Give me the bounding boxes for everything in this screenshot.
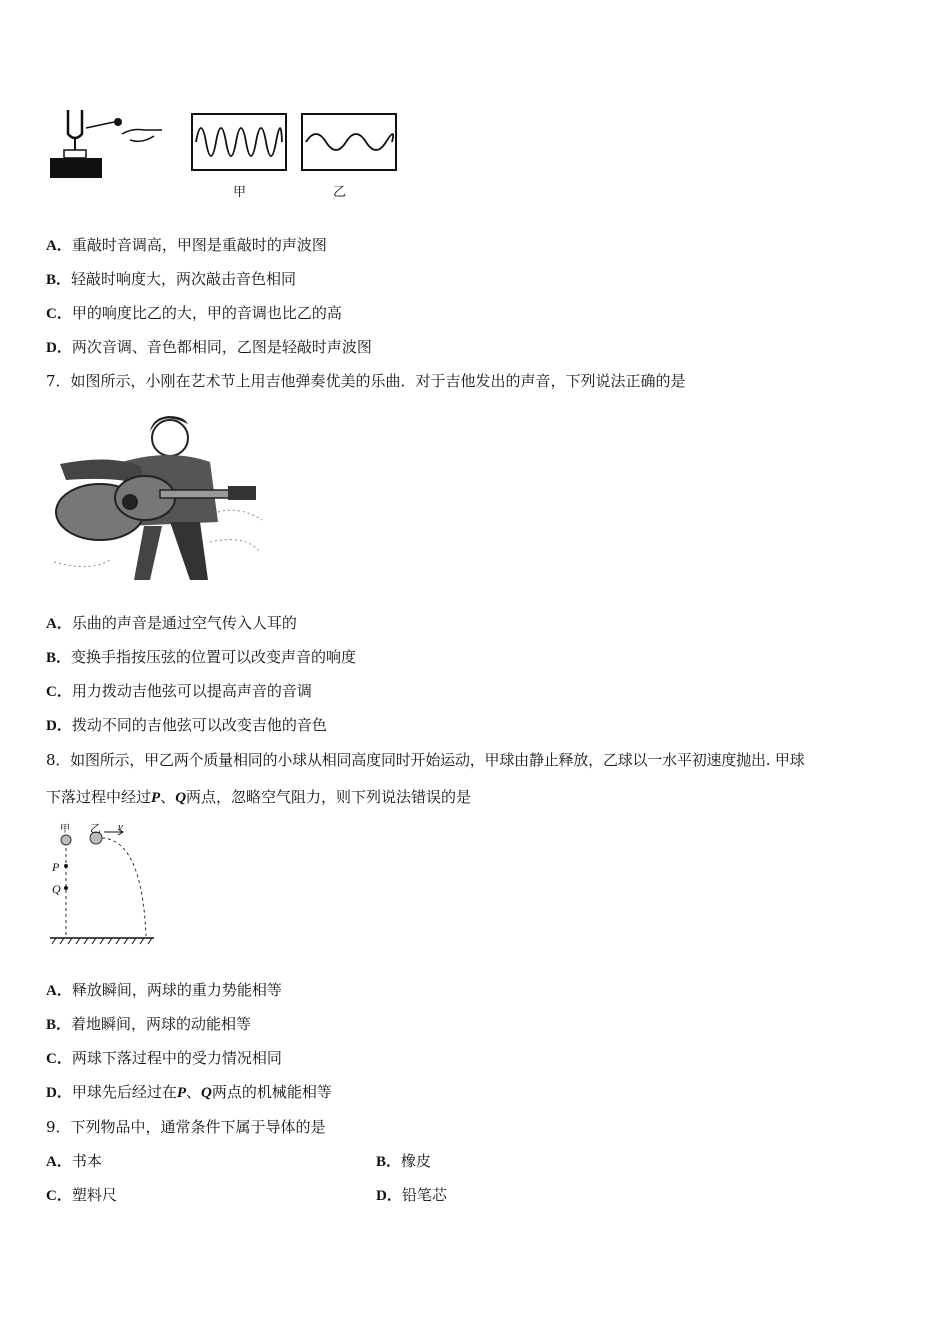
q7-option-c[interactable]	[46, 681, 312, 702]
separator: 、	[186, 1083, 202, 1101]
option-label: B．	[46, 272, 72, 288]
q8-option-b[interactable]	[46, 1014, 251, 1035]
q6-option-a[interactable]	[46, 235, 327, 256]
fig-label-q: Q	[52, 882, 61, 896]
option-label: A．	[46, 1154, 72, 1170]
q8-stem-line2	[46, 787, 471, 808]
option-label: C．	[46, 1188, 72, 1204]
q9-stem: 9．下列物品中，通常条件下属于导体的是	[46, 1118, 326, 1136]
option-text: 橡皮	[401, 1152, 432, 1170]
option-text: 书本	[71, 1152, 102, 1170]
q9-option-b[interactable]	[376, 1151, 431, 1172]
option-label: D．	[376, 1188, 402, 1204]
option-text: 着地瞬间，两球的动能相等	[71, 1015, 252, 1033]
fig-label-yi: 乙	[90, 822, 101, 835]
option-label: D．	[46, 1085, 72, 1101]
option-label: B．	[46, 1017, 72, 1033]
option-text: 甲的响度比乙的大，甲的音调也比乙的高	[71, 304, 342, 322]
q7-stem: 7．如图所示，小刚在艺术节上用吉他弹奏优美的乐曲．对于吉他发出的声音，下列说法正确的是	[46, 372, 686, 390]
q8-stem-line1: 8．如图所示，甲乙两个质量相同的小球从相同高度同时开始运动，甲球由静止释放，乙球以一水平初速度抛出. 甲球	[46, 751, 805, 769]
option-label: C．	[46, 1051, 72, 1067]
q6-option-b[interactable]	[46, 269, 296, 290]
guitar-player-illustration	[50, 402, 270, 582]
q8-option-c[interactable]	[46, 1048, 282, 1069]
option-text: 塑料尺	[71, 1186, 117, 1204]
projectile-figure	[46, 818, 166, 948]
option-label: B．	[46, 650, 72, 666]
waveform-yi	[302, 114, 396, 170]
option-text: 用力拨动吉他弦可以提高声音的音调	[71, 682, 312, 700]
option-label: C．	[46, 684, 72, 700]
waveform-jia	[192, 114, 286, 170]
option-text: 释放瞬间，两球的重力势能相等	[71, 981, 282, 999]
q7-option-d[interactable]	[46, 715, 327, 736]
caption-yi: 乙	[333, 185, 347, 200]
var-p: P	[151, 790, 161, 806]
option-label: A．	[46, 983, 72, 999]
option-text: 乐曲的声音是通过空气传入人耳的	[71, 614, 297, 632]
option-text: 两点的机械能相等	[211, 1083, 332, 1101]
fig-label-v: v	[118, 821, 123, 833]
q9-option-c[interactable]	[46, 1185, 117, 1206]
q8-option-d[interactable]	[46, 1082, 332, 1103]
option-label: D．	[46, 340, 72, 356]
option-label: B．	[376, 1154, 402, 1170]
option-text: 拨动不同的吉他弦可以改变吉他的音色	[71, 716, 327, 734]
separator: 、	[160, 788, 176, 806]
q6-option-c[interactable]	[46, 303, 342, 324]
q8-option-a[interactable]	[46, 980, 282, 1001]
option-text: 重敲时音调高，甲图是重敲时的声波图	[71, 236, 327, 254]
q7-option-a[interactable]	[46, 613, 297, 634]
q6-option-d[interactable]	[46, 337, 372, 358]
option-text: 甲球先后经过在	[71, 1083, 177, 1101]
tuning-fork-figure	[46, 100, 406, 200]
caption-jia: 甲	[233, 185, 247, 200]
option-label: D．	[46, 718, 72, 734]
option-text: 轻敲时响度大，两次敲击音色相同	[71, 270, 297, 288]
tuning-fork-illustration	[50, 110, 162, 178]
var-p: P	[176, 1085, 187, 1101]
q7-option-b[interactable]	[46, 647, 356, 668]
var-q: Q	[201, 1085, 212, 1101]
q9-option-d[interactable]	[376, 1185, 447, 1206]
option-label: A．	[46, 616, 72, 632]
option-label: C．	[46, 306, 72, 322]
stem-text: 下落过程中经过	[46, 788, 152, 806]
option-text: 两球下落过程中的受力情况相同	[71, 1049, 282, 1067]
stem-text: 两点，忽略空气阻力，则下列说法错误的是	[186, 788, 472, 806]
option-label: A．	[46, 238, 72, 254]
option-text: 两次音调、音色都相同，乙图是轻敲时声波图	[71, 338, 372, 356]
option-text: 铅笔芯	[401, 1186, 447, 1204]
fig-label-jia: 甲	[60, 824, 70, 835]
option-text: 变换手指按压弦的位置可以改变声音的响度	[71, 648, 357, 666]
var-q: Q	[175, 790, 187, 806]
q9-option-a[interactable]	[46, 1151, 102, 1172]
fig-label-p: P	[52, 860, 60, 874]
